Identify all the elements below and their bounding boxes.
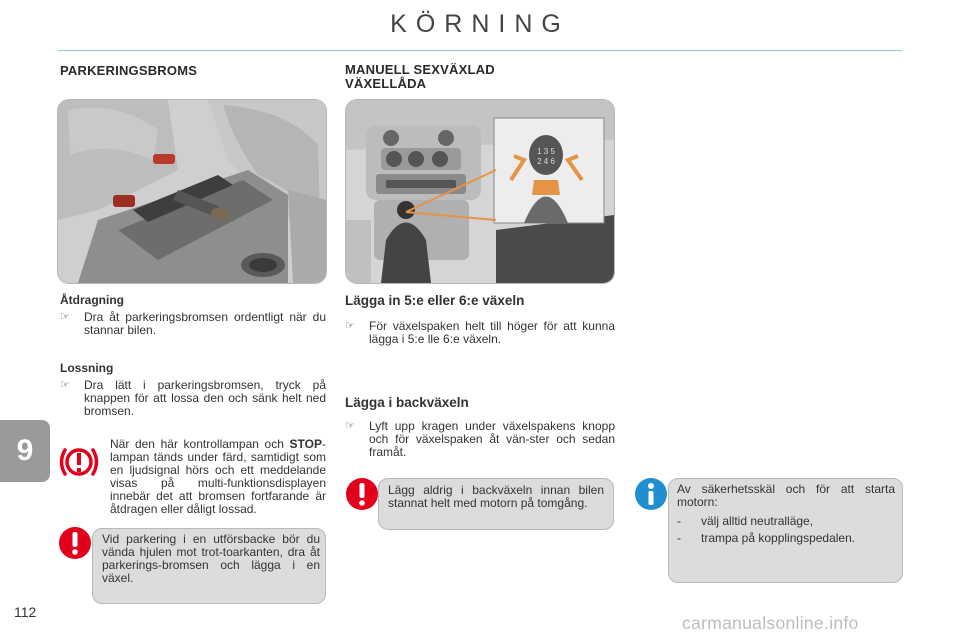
chapter-number: 9 (16, 434, 34, 467)
section-title-line1: MANUELL SEXVÄXLAD (345, 62, 495, 77)
bullet-lossning (60, 379, 326, 421)
warning-box-reverse-text: Lägg aldrig i backväxeln innan bilen stannat helt med motorn på tomgång. (388, 483, 604, 510)
warning-box-parking-text: Vid parkering i en utförsbacke bör du vända hjulen mot trot-toarkanten, dra åt parkerings-bromsen och lägga i en växel. (102, 532, 320, 585)
section-title-manual-gearbox (345, 63, 495, 91)
warning-exclamation-icon (58, 526, 92, 560)
info-list-item-text: trampa på kopplingspedalen. (701, 531, 856, 545)
pointer-bullet-icon: ☞ (345, 420, 355, 432)
brake-warning-lamp-icon (57, 443, 101, 481)
warning-lamp-text-upper (110, 438, 326, 516)
bullet-lossning-text: Dra lätt i parkeringsbromsen, tryck på knappen för att lossa den och sänk helt ned bromsen. (84, 378, 326, 418)
pointer-bullet-icon: ☞ (60, 311, 70, 323)
bullet-reverse-text: Lyft upp kragen under växelspakens knopp och för växelspaken åt vän-ster och sedan framåt. (369, 419, 615, 459)
gear-lever-photo (345, 99, 615, 284)
watermark: carmanualsonline.info (682, 613, 859, 633)
pointer-bullet-icon: ☞ (345, 320, 355, 332)
subheading-atdragning: Åtdragning (60, 293, 124, 307)
svg-text:2 4 6: 2 4 6 (537, 157, 555, 166)
page-number: 112 (14, 604, 37, 620)
pointer-bullet-icon: ☞ (60, 379, 70, 391)
subheading-lossning: Lossning (60, 361, 114, 375)
warning-lamp-text-post: -lampan tänds under färd, samtidigt som en ljudsignal hörs och ett meddelande visas på multi-funktionsdisplayen innebär det att bromsen fortfarande är åtdragen eller dåligt lossad. (110, 437, 326, 516)
warning-exclamation-icon (345, 477, 379, 511)
parking-brake-photo (57, 99, 327, 284)
section-title-line2: VÄXELLÅDA (345, 76, 427, 91)
header-rule (58, 50, 902, 51)
info-icon (634, 477, 668, 511)
subheading-reverse: Lägga i backväxeln (345, 395, 469, 410)
bullet-reverse (345, 420, 615, 462)
bullet-atdragning-text: Dra åt parkeringsbromsen ordentligt när du stannar bilen. (84, 310, 326, 337)
bullet-atdragning (60, 311, 326, 339)
warning-lamp-text-pre: När den här kontrollampan och (110, 437, 284, 451)
stop-lamp-label: STOP (289, 437, 322, 451)
page-title: KÖRNING (390, 10, 570, 38)
svg-text:1 3 5: 1 3 5 (537, 147, 555, 156)
subheading-gear-5-6: Lägga in 5:e eller 6:e växeln (345, 293, 525, 308)
bullet-gear-5-6-text: För växelspaken helt till höger för att kunna lägga i 5:e lle 6:e växeln. (369, 319, 615, 346)
info-box-intro: Av säkerhetsskäl och för att starta motorn: (677, 482, 895, 509)
bullet-gear-5-6 (345, 320, 613, 348)
info-list-item-text: välj alltid neutralläge, (701, 514, 814, 528)
section-title-parking-brake: PARKERINGSBROMS (60, 63, 198, 78)
